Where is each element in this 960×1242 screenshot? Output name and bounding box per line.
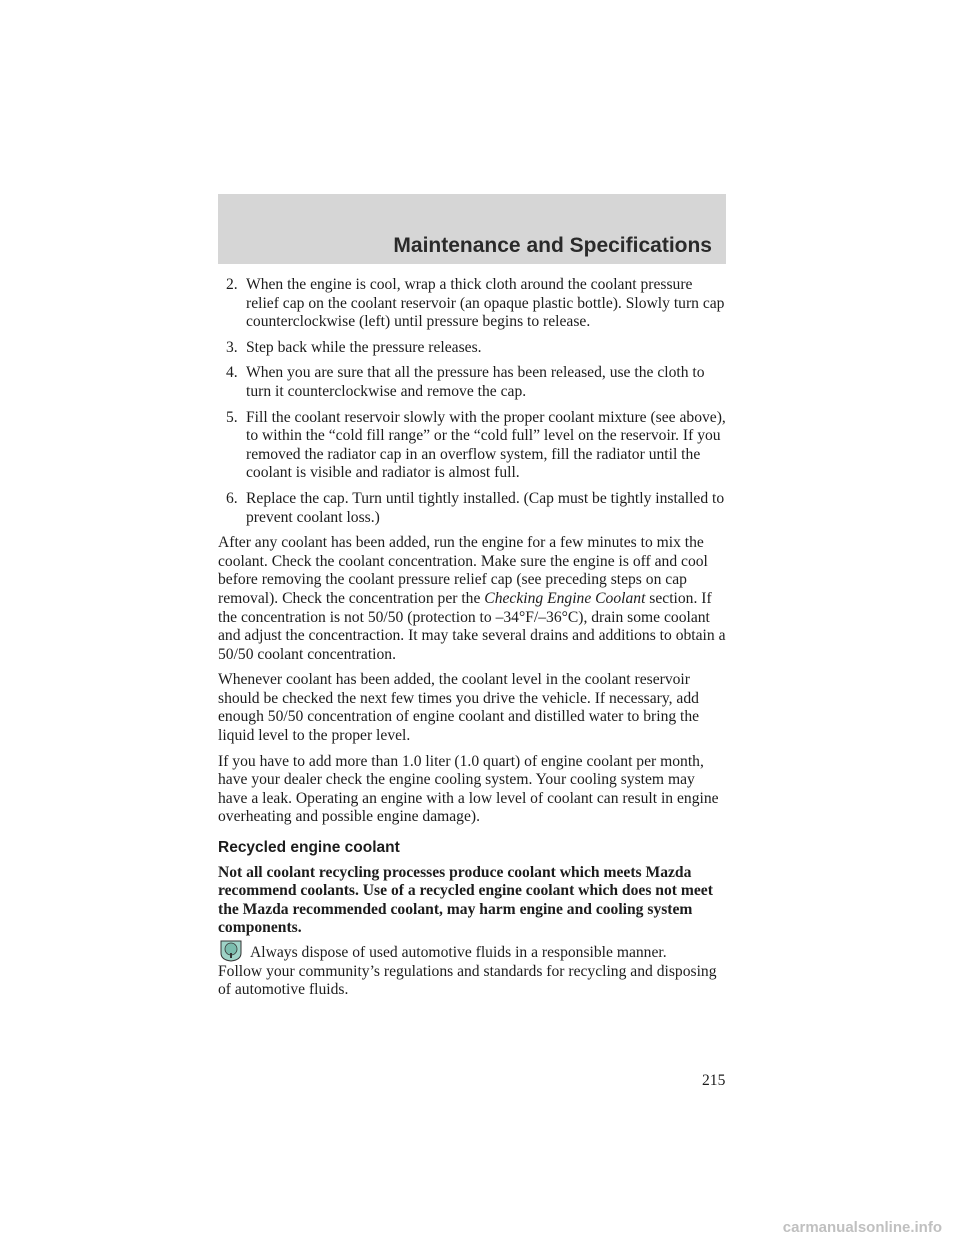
para-text: After any coolant has been added, run the engine for a few minutes to mix the coolant. Check the coolant concentration. Make sure the engine is off and cool before removing the coolant pressure relief cap (see preceding steps on cap removal). Check the concentration per the — [218, 534, 708, 607]
para-text: section. If the concentration is not 50/50 (protection to –34°F/–36°C), drain some coolant and adjust the concentraction. It may take several drains and additions to obtain a 50/50 coolant concentration. — [218, 589, 726, 663]
step-item — [218, 339, 728, 358]
coolant-leak-paragraph: If you have to add more than 1.0 liter (1.0 quart) of engine coolant per month, have your dealer check the engine cooling system. Your cooling system may have a leak. Operating an engine with a low level of coolant can result in engine overheating and possible engine damage). — [218, 752, 719, 826]
environment-note — [218, 944, 728, 1000]
page-number: 215 — [702, 1072, 726, 1089]
page-content — [218, 276, 728, 1000]
recycled-coolant-warning: Not all coolant recycling processes produce coolant which meets Mazda recommend coolants. Use of a recycled engine coolant which does not meet the Mazda recommended coolant, may harm engine and cooling system components. — [218, 863, 713, 937]
step-item — [218, 490, 728, 527]
step-item — [218, 364, 728, 401]
section-title: Maintenance and Specifications — [393, 234, 712, 257]
step-text: Fill the coolant reservoir slowly with the proper coolant mixture (see above), to within the “cold fill range” or the “cold full” level on the reservoir. If you removed the radiator cap in an overflow system, fill the radiator until the coolant is visible and radiator is almost full. — [246, 408, 726, 482]
watermark: carmanualsonline.info — [782, 1219, 942, 1236]
tree-icon — [218, 940, 244, 962]
step-number: 5. — [226, 408, 238, 426]
header-band — [218, 194, 726, 264]
recycled-coolant-heading: Recycled engine coolant — [218, 839, 400, 857]
environment-note-rest: Follow your community’s regulations and standards for recycling and disposing of automotive fluids. — [218, 962, 717, 999]
step-number: 3. — [226, 338, 238, 356]
step-item — [218, 409, 728, 483]
step-text: Step back while the pressure releases. — [246, 338, 482, 356]
step-number: 6. — [226, 489, 238, 507]
coolant-level-paragraph: Whenever coolant has been added, the coolant level in the coolant reservoir should be checked the next few times you drive the vehicle. If necessary, add enough 50/50 concentration of engine coolant and distilled water to bring the liquid level to the proper level. — [218, 671, 700, 745]
environment-note-first-line: Always dispose of used automotive fluids in a responsible manner. — [250, 944, 667, 961]
step-number: 4. — [226, 364, 238, 382]
step-item — [218, 276, 728, 332]
step-text: Replace the cap. Turn until tightly installed. (Cap must be tightly installed to prevent coolant loss.) — [246, 489, 725, 526]
step-text: When you are sure that all the pressure has been released, use the cloth to turn it counterclockwise and remove the cap. — [246, 364, 705, 400]
step-text: When the engine is cool, wrap a thick cloth around the coolant pressure relief cap on the coolant reservoir (an opaque plastic bottle). Slowly turn cap counterclockwise (left) until pressure begins to release. — [246, 276, 725, 331]
step-number: 2. — [226, 276, 238, 293]
coolant-concentration-paragraph — [218, 534, 728, 664]
section-reference: Checking Engine Coolant — [484, 589, 646, 607]
